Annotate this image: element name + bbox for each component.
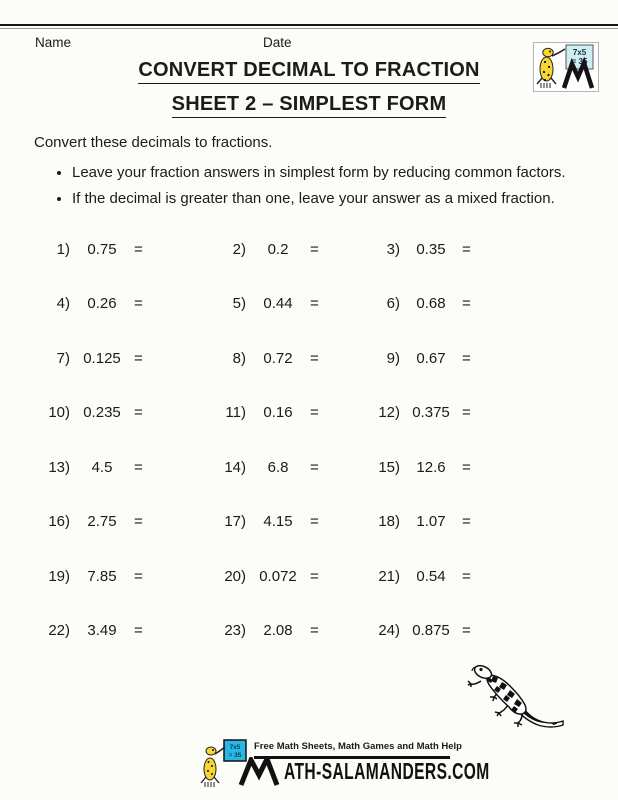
- problem-number: 21): [378, 567, 400, 585]
- problems-row: [28, 604, 590, 659]
- problem-number: 2): [232, 240, 246, 258]
- problem-number: 12): [378, 404, 400, 422]
- footer-board-text-1: 7x5: [229, 744, 241, 751]
- problem-value: 4.5: [91, 458, 113, 476]
- problem-value: 0.125: [83, 349, 121, 367]
- equals-sign: =: [134, 404, 143, 422]
- problem-number: 16): [48, 513, 70, 531]
- problem-value: 3.49: [87, 622, 117, 640]
- equals-sign: =: [134, 349, 143, 367]
- problem-number: 6): [386, 295, 400, 313]
- problem-value: 0.68: [416, 295, 446, 313]
- problem-number: 15): [378, 458, 400, 476]
- equals-sign: =: [310, 295, 319, 313]
- footer-m-icon: [238, 757, 284, 787]
- equals-sign: =: [462, 622, 471, 640]
- problem-value: 0.235: [83, 404, 121, 422]
- problem-number: 11): [225, 404, 246, 422]
- problem-number: 17): [224, 513, 246, 531]
- problem-value: 2.75: [87, 513, 117, 531]
- equals-sign: =: [462, 240, 471, 258]
- problem-number: 13): [48, 458, 70, 476]
- equals-sign: =: [134, 513, 143, 531]
- problem-value: 0.35: [416, 240, 446, 258]
- problem-value: 0.54: [416, 567, 446, 585]
- equals-sign: =: [310, 567, 319, 585]
- problem-number: 5): [232, 295, 246, 313]
- equals-sign: =: [462, 404, 471, 422]
- problem-number: 22): [48, 622, 70, 640]
- problem-value: 0.072: [259, 567, 297, 585]
- equals-sign: =: [134, 295, 143, 313]
- equals-sign: =: [462, 458, 471, 476]
- problems-row: [28, 495, 590, 550]
- problem-value: 0.26: [87, 295, 117, 313]
- equals-sign: =: [134, 458, 143, 476]
- problem-value: 0.875: [412, 622, 450, 640]
- equals-sign: =: [310, 622, 319, 640]
- problem-number: 14): [224, 458, 246, 476]
- problem-value: 4.15: [263, 513, 293, 531]
- problem-value: 0.44: [263, 295, 293, 313]
- equals-sign: =: [310, 458, 319, 476]
- equals-sign: =: [462, 567, 471, 585]
- logo-board-text-1: 7x5: [572, 48, 587, 57]
- problem-number: 7): [56, 349, 70, 367]
- salamander-illustration: [466, 662, 570, 736]
- equals-sign: =: [310, 404, 319, 422]
- problems-row: [28, 440, 590, 495]
- problem-number: 24): [378, 622, 400, 640]
- top-divider: [0, 24, 618, 29]
- equals-sign: =: [134, 622, 143, 640]
- problem-number: 3): [386, 240, 400, 258]
- problem-value: 0.75: [87, 240, 117, 258]
- problem-value: 6.8: [267, 458, 289, 476]
- instructions-list: [50, 164, 566, 216]
- footer-board-text-2: = 35: [228, 752, 242, 759]
- instructions-intro: Convert these decimals to fractions.: [34, 134, 273, 151]
- problem-value: 0.67: [416, 349, 446, 367]
- name-label: Name: [35, 35, 72, 50]
- problems-row: [28, 222, 590, 277]
- equals-sign: =: [462, 349, 471, 367]
- footer-site-name: ATH-SALAMANDERS.COM: [284, 760, 490, 786]
- problem-value: 7.85: [87, 567, 117, 585]
- equals-sign: =: [134, 567, 143, 585]
- problems-row: [28, 549, 590, 604]
- worksheet-title: [0, 59, 618, 127]
- problem-value: 1.07: [416, 513, 446, 531]
- logo-board-text-2: = 35: [571, 57, 588, 66]
- equals-sign: =: [310, 240, 319, 258]
- problem-number: 18): [378, 513, 400, 531]
- footer-tagline: Free Math Sheets, Math Games and Math Help: [254, 741, 462, 752]
- problem-number: 20): [224, 567, 246, 585]
- problem-number: 23): [224, 622, 246, 640]
- problem-number: 10): [48, 404, 70, 422]
- equals-sign: =: [310, 513, 319, 531]
- instruction-bullet: • If the decimal is greater than one, leave your answer as a mixed fraction.: [72, 190, 566, 208]
- equals-sign: =: [462, 295, 471, 313]
- problem-value: 0.375: [412, 404, 450, 422]
- problem-value: 0.72: [263, 349, 293, 367]
- title-line-1: CONVERT DECIMAL TO FRACTION: [138, 59, 479, 84]
- title-line-2: SHEET 2 – SIMPLEST FORM: [172, 93, 447, 118]
- problems-row: [28, 386, 590, 441]
- problem-value: 12.6: [416, 458, 446, 476]
- instruction-bullet: • Leave your fraction answers in simplest form by reducing common factors.: [72, 164, 566, 182]
- problem-number: 1): [56, 240, 70, 258]
- problems-row: [28, 331, 590, 386]
- problem-number: 9): [386, 349, 400, 367]
- salamander-illustration-icon: [466, 662, 570, 736]
- problems-row: [28, 277, 590, 332]
- footer-logo: [198, 737, 490, 793]
- problems-table: [28, 222, 590, 658]
- problem-value: 0.16: [263, 404, 293, 422]
- equals-sign: =: [462, 513, 471, 531]
- date-label: Date: [263, 35, 292, 50]
- equals-sign: =: [310, 349, 319, 367]
- problem-number: 19): [48, 567, 70, 585]
- problem-number: 8): [232, 349, 246, 367]
- problem-value: 0.2: [267, 240, 289, 258]
- equals-sign: =: [134, 240, 143, 258]
- problem-value: 2.08: [263, 622, 293, 640]
- problem-number: 4): [56, 295, 70, 313]
